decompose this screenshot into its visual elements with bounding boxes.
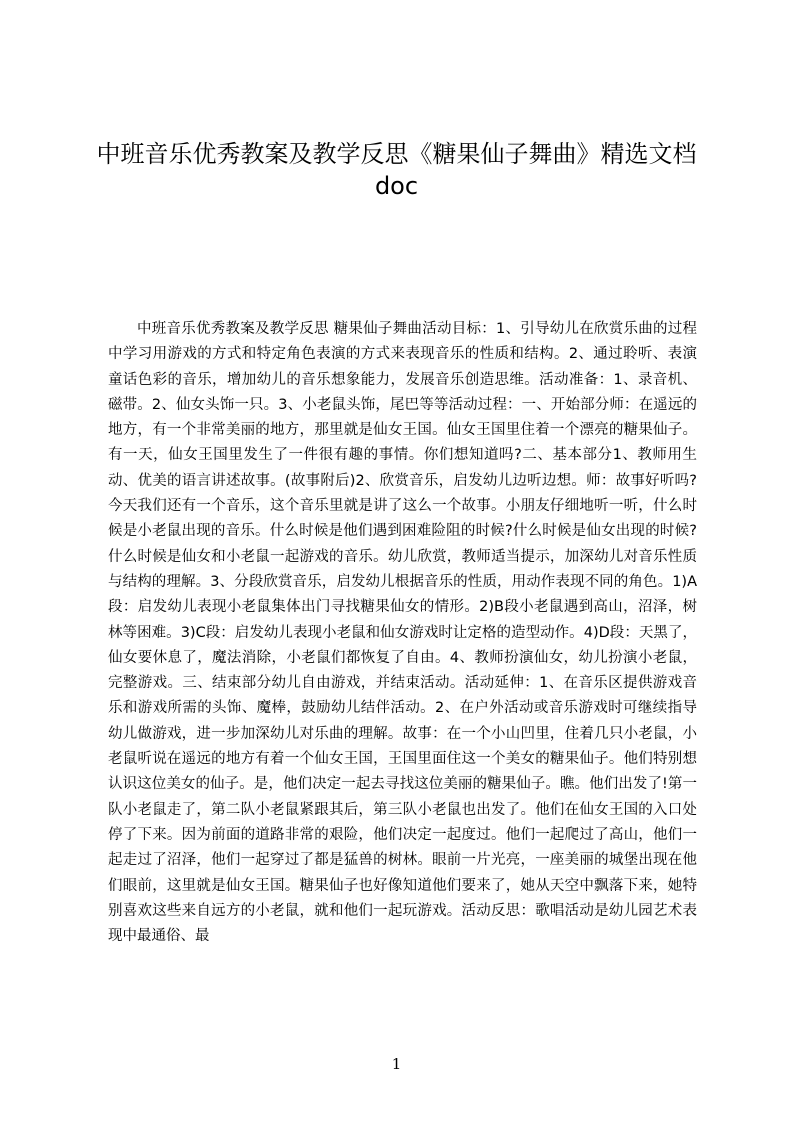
document-title xyxy=(0,138,793,202)
title-line-1: 中班音乐优秀教案及教学反思《糖果仙子舞曲》精选文档 xyxy=(96,140,697,168)
body-paragraph: 中班音乐优秀教案及教学反思 糖果仙子舞曲活动目标：1、引导幼儿在欣赏乐曲的过程中学习用游戏的方式和特定角色表演的方式来表现音乐的性质和结构。2、通过聆听、表演童话色彩的音乐，增加幼儿的音乐想象能力，发展音乐创造思维。活动准备：1、录音机、磁带。2、仙女头饰一只。3、小老鼠头饰，尾巴等等活动过程：一、开始部分师：在遥远的地方，有一个非常美丽的地方，那里就是仙女王国。仙女王国里住着一个漂亮的糖果仙子。有一天，仙女王国里发生了一件很有趣的事情。你们想知道吗?二、基本部分1、教师用生动、优美的语言讲述故事。(故事附后)2、欣赏音乐，启发幼儿边听边想。师：故事好听吗?今天我们还有一个音乐，这个音乐里就是讲了这么一个故事。小朋友仔细地听一听，什么时候是小老鼠出现的音乐。什么时候是他们遇到困难险阻的时候?什么时候是仙女出现的时候?什么时候是仙女和小老鼠一起游戏的音乐。幼儿欣赏，教师适当提示，加深幼儿对音乐性质与结构的理解。3、分段欣赏音乐，启发幼儿根据音乐的性质，用动作表现不同的角色。1)A段：启发幼儿表现小老鼠集体出门寻找糖果仙女的情形。2)B段小老鼠遇到高山，沼泽，树林等困难。3)C段：启发幼儿表现小老鼠和仙女游戏时让定格的造型动作。4)D段：天黑了，仙女要休息了，魔法消除，小老鼠们都恢复了自由。4、教师扮演仙女，幼儿扮演小老鼠，完整游戏。三、结束部分幼儿自由游戏，并结束活动。活动延伸：1、在音乐区提供游戏音乐和游戏所需的头饰、魔棒，鼓励幼儿结伴活动。2、在户外活动或音乐游戏时可继续指导幼儿做游戏，进一步加深幼儿对乐曲的理解。故事：在一个小山凹里，住着几只小老鼠，小老鼠听说在遥远的地方有着一个仙女王国，王国里面住这一个美女的糖果仙子。他们特别想认识这位美女的仙子。是，他们决定一起去寻找这位美丽的糖果仙子。瞧。他们出发了!第一队小老鼠走了，第二队小老鼠紧跟其后，第三队小老鼠也出发了。他们在仙女王国的入口处停了下来。因为前面的道路非常的艰险，他们决定一起度过。他们一起爬过了高山，他们一起走过了沼泽，他们一起穿过了都是猛兽的树林。眼前一片光亮，一座美丽的城堡出现在他们眼前，这里就是仙女王国。糖果仙子也好像知道他们要来了，她从天空中飘落下来，她特别喜欢这些来自远方的小老鼠，就和他们一起玩游戏。活动反思：歌唱活动是幼儿园艺术表现中最通俗、最 xyxy=(108,321,697,945)
page-number: 1 xyxy=(391,1055,402,1073)
title-line-2: doc xyxy=(374,172,419,200)
